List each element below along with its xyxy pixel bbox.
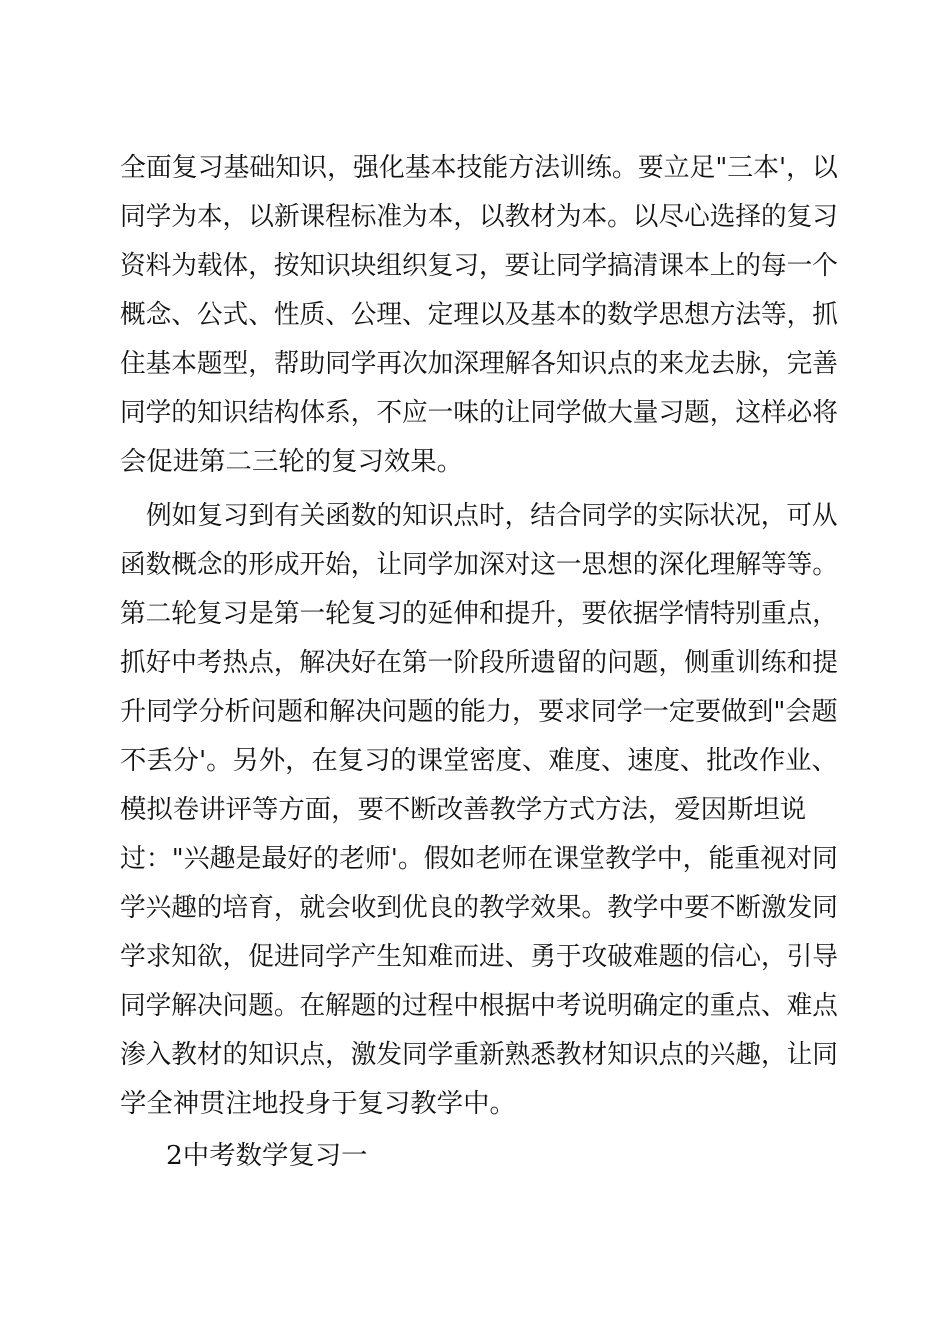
text-line: 第二轮复习是第一轮复习的延伸和提升，要依据学情特别重点， (120, 598, 838, 629)
text-line: 升同学分析问题和解决问题的能力，要求同学一定要做到"会题 (120, 696, 838, 727)
text-line: 模拟卷讲评等方面，要不断改善教学方式方法，爱因斯坦说 (120, 794, 807, 825)
text-line: 学求知欲，促进同学产生知难而进、勇于攻破难题的信心，引导 (120, 941, 838, 972)
text-line: 概念、公式、性质、公理、定理以及基本的数学思想方法等，抓 (120, 299, 838, 330)
text-line: 同学解决问题。在解题的过程中根据中考说明确定的重点、难点 (120, 990, 838, 1021)
text-line: 抓好中考热点，解决好在第一阶段所遗留的问题，侧重训练和提 (120, 647, 838, 678)
text-line: 住基本题型，帮助同学再次加深理解各知识点的来龙去脉，完善 (120, 348, 838, 379)
text-line: 全面复习基础知识，强化基本技能方法训练。要立足"三本'，以 (120, 152, 838, 183)
text-line: 同学的知识结构体系，不应一味的让同学做大量习题，这样必将 (120, 397, 838, 428)
text-line: 例如复习到有关函数的知识点时，结合同学的实际状况，可从 (146, 500, 838, 531)
text-line: 学兴趣的培育，就会收到优良的教学效果。教学中要不断激发同 (120, 892, 838, 923)
text-line: 同学为本，以新课程标准为本，以教材为本。以尽心选择的复习 (120, 201, 838, 232)
section-heading: 2中考数学复习一 (166, 1140, 368, 1171)
text-line: 资料为载体，按知识块组织复习，要让同学搞清课本上的每一个 (120, 250, 838, 281)
text-line: 不丢分'。另外，在复习的课堂密度、难度、速度、批改作业、 (120, 745, 838, 776)
text-line: 渗入教材的知识点，激发同学重新熟悉教材知识点的兴趣，让同 (120, 1039, 838, 1070)
text-line: 学全神贯注地投身于复习教学中。 (120, 1088, 516, 1119)
text-line: 过："兴趣是最好的老师'。假如老师在课堂教学中，能重视对同 (120, 843, 838, 874)
text-line: 函数概念的形成开始，让同学加深对这一思想的深化理解等等。 (120, 549, 838, 580)
text-line: 会促进第二三轮的复习效果。 (120, 446, 464, 477)
